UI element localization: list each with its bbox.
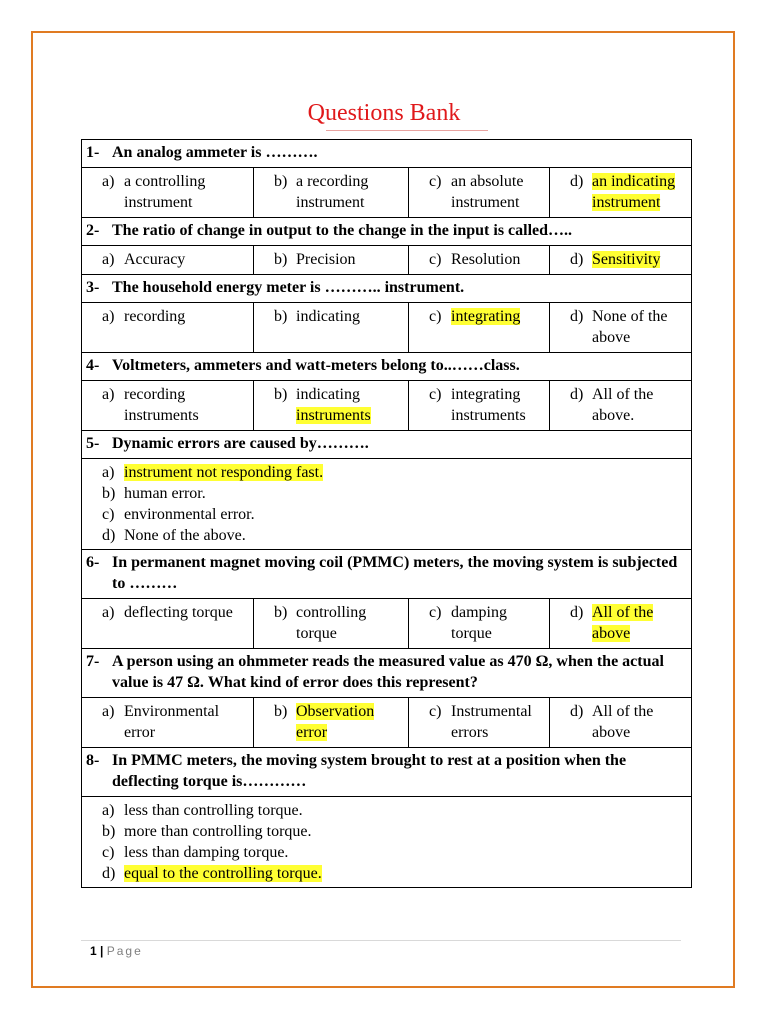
option-c: c) Instrumental errors (429, 703, 532, 741)
answer-highlight: equal to the controlling torque. (124, 865, 322, 882)
option-c-answer: c) integrating (429, 308, 521, 325)
question-text: A person using an ohmmeter reads the measured value as 470 Ω, when the actual value is 47 Ω. What kind of error does this represent? (112, 653, 664, 691)
option-d: d) All of the above. (570, 386, 654, 424)
answer-highlight: an indicating instrument (592, 173, 676, 211)
page-footer (90, 944, 143, 958)
question-row (82, 748, 692, 797)
footer-divider (81, 940, 681, 941)
option-a: a) a controlling instrument (102, 173, 206, 211)
options-list-row (82, 459, 692, 550)
answer-highlight: instrument not responding fast. (124, 464, 324, 481)
option-d: d) None of the above (570, 308, 668, 346)
option-a-answer: a) instrument not responding fast. (102, 464, 324, 481)
option-b: b) controlling torque (274, 604, 367, 642)
question-row (82, 218, 692, 246)
question-text: In PMMC meters, the moving system brought to rest at a position when the deflecting torque is………… (112, 752, 627, 790)
answer-highlight: integrating (451, 308, 521, 325)
option-c: c) an absolute instrument (429, 173, 524, 211)
option-b: b) human error. (102, 485, 206, 502)
question-row (82, 431, 692, 459)
question-number: 2- (86, 222, 100, 239)
question-row (82, 353, 692, 381)
option-b-answer: b) indicating instruments (274, 386, 371, 424)
options-row (82, 168, 692, 218)
option-b: b) a recording instrument (274, 173, 369, 211)
question-row (82, 550, 692, 599)
option-a: a) deflecting torque (102, 604, 233, 621)
answer-highlight: instruments (296, 407, 371, 424)
option-c: c) damping torque (429, 604, 507, 642)
option-b: b) indicating (274, 308, 360, 325)
answer-highlight: Observation error (296, 703, 375, 741)
question-text: The household energy meter is ……….. instrument. (112, 279, 465, 296)
option-c: c) Resolution (429, 251, 521, 268)
option-c: c) integrating instruments (429, 386, 526, 424)
option-b: b) more than controlling torque. (102, 823, 312, 840)
question-number: 3- (86, 279, 100, 296)
option-d-answer: d) All of the above (570, 604, 654, 642)
options-row (82, 246, 692, 275)
options-list-row (82, 797, 692, 888)
question-number: 4- (86, 357, 100, 374)
question-text: Voltmeters, ammeters and watt-meters belong to..……class. (112, 357, 520, 374)
question-row (82, 649, 692, 698)
footer-separator: | (100, 944, 104, 958)
option-d: d) All of the above (570, 703, 654, 741)
options-row (82, 381, 692, 431)
question-number: 1- (86, 144, 100, 161)
questions-table (81, 139, 692, 888)
option-c: c) less than damping torque. (102, 844, 289, 861)
option-a: a) recording instruments (102, 386, 199, 424)
answer-highlight: Sensitivity (592, 251, 661, 268)
option-d: d) None of the above. (102, 527, 246, 544)
answer-highlight: All of the above (592, 604, 654, 642)
question-number: 8- (86, 752, 100, 769)
option-d-answer: d) equal to the controlling torque. (102, 865, 322, 882)
question-number: 7- (86, 653, 100, 670)
page-number: 1 (90, 944, 97, 958)
question-number: 6- (86, 554, 100, 571)
question-row (82, 140, 692, 168)
option-a: a) less than controlling torque. (102, 802, 303, 819)
options-list (82, 459, 691, 549)
option-b: b) Precision (274, 251, 356, 268)
question-text: The ratio of change in output to the change in the input is called….. (112, 222, 573, 239)
options-row (82, 698, 692, 748)
question-text: In permanent magnet moving coil (PMMC) meters, the moving system is subjected to ……… (112, 554, 678, 592)
options-row (82, 303, 692, 353)
options-row (82, 599, 692, 649)
options-list (82, 797, 691, 887)
question-row (82, 275, 692, 303)
question-text: Dynamic errors are caused by………. (112, 435, 369, 452)
option-a: a) recording (102, 308, 186, 325)
option-d-answer: d) an indicating instrument (570, 173, 676, 211)
title-underline (326, 130, 488, 131)
option-c: c) environmental error. (102, 506, 255, 523)
question-number: 5- (86, 435, 100, 452)
question-text: An analog ammeter is ………. (112, 144, 318, 161)
option-a: a) Accuracy (102, 251, 186, 268)
option-b-answer: b) Observation error (274, 703, 375, 741)
page-title: Questions Bank (307, 100, 461, 126)
option-a: a) Environmental error (102, 703, 220, 741)
option-d-answer: d) Sensitivity (570, 251, 661, 268)
page-label: Page (106, 944, 143, 958)
